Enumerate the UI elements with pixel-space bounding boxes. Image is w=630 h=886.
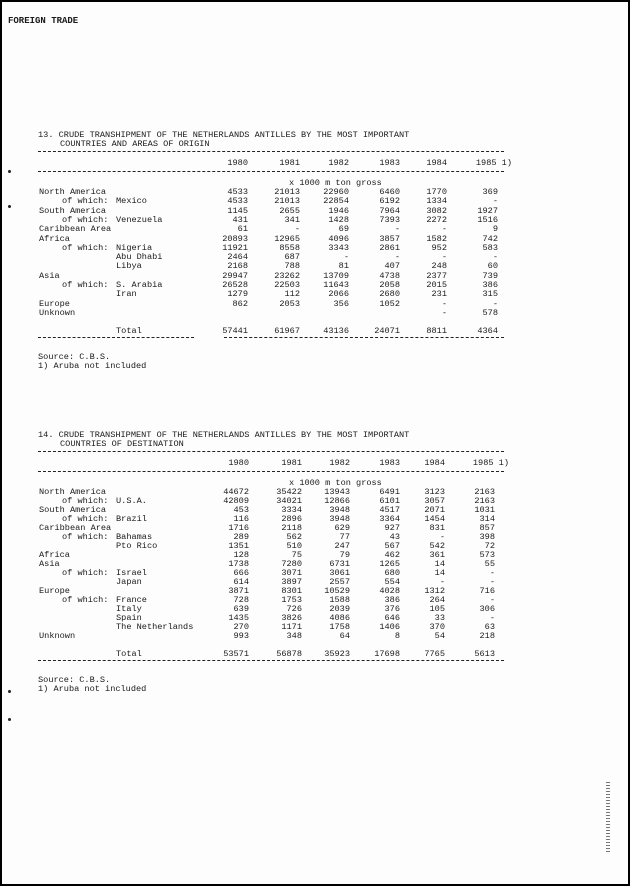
table-cell: 13943 — [324, 487, 350, 497]
table-cell: 739 — [482, 270, 498, 281]
table-cell: 646 — [384, 613, 400, 623]
table-cell: 1279 — [227, 289, 248, 300]
table-cell: 1145 — [227, 205, 248, 216]
row-label: Brazil — [116, 514, 147, 524]
table-cell: - — [343, 252, 349, 263]
row-prefix: of which: — [62, 242, 109, 253]
table-cell: 63 — [484, 622, 495, 632]
row-label: Unknown — [39, 307, 76, 318]
column-header: 1981 — [281, 458, 302, 468]
table-cell: 9 — [492, 224, 498, 235]
table-cell: 341 — [284, 214, 300, 225]
table-cell: 554 — [384, 577, 400, 587]
row-prefix: of which: — [62, 595, 109, 605]
table-cell: 6192 — [379, 196, 400, 207]
table-cell: - — [489, 613, 495, 623]
table-cell: 2861 — [379, 242, 400, 253]
table-cell: 1052 — [379, 298, 400, 309]
row-label: Libya — [116, 261, 142, 272]
row-label: Iran — [116, 289, 137, 300]
column-header: 1984 — [424, 458, 445, 468]
table-cell: 369 — [482, 187, 498, 197]
table-cell: 1588 — [329, 595, 350, 605]
table-cell: 1716 — [228, 523, 249, 533]
table-cell: 680 — [384, 568, 400, 578]
table-cell: 453 — [233, 505, 249, 515]
table-cell: 1428 — [328, 214, 349, 225]
table-cell: - — [492, 196, 498, 207]
column-header: 1982 — [328, 158, 349, 168]
table-cell: 407 — [384, 261, 400, 272]
total-cell: 24071 — [374, 326, 400, 337]
table-cell: 55 — [484, 559, 495, 569]
table-cell: 862 — [232, 298, 248, 309]
row-label: Unknown — [39, 631, 76, 641]
table-cell: 11921 — [222, 242, 248, 253]
table-cell: 2680 — [379, 289, 400, 300]
dashed-rule — [38, 471, 504, 472]
table-cell: 248 — [431, 261, 447, 272]
table-cell: 20893 — [222, 233, 248, 244]
table-cell: 22854 — [323, 196, 349, 207]
table-cell: 22503 — [274, 280, 300, 290]
table-cell: 14 — [434, 568, 445, 578]
table-cell: 3057 — [424, 496, 445, 506]
total-cell: 4364 — [477, 326, 498, 337]
column-header: 1981 — [279, 158, 300, 168]
table-cell: 270 — [233, 622, 249, 632]
table-cell: 3948 — [329, 505, 350, 515]
dashed-rule — [38, 171, 504, 172]
row-label: Caribbean Area — [39, 224, 112, 235]
row-label: Venezuela — [116, 214, 163, 225]
table-cell: 687 — [284, 252, 300, 263]
row-label: Asia — [39, 559, 60, 569]
table-cell: 993 — [233, 631, 249, 641]
table-cell: 4517 — [379, 505, 400, 515]
document-page — [2, 2, 628, 884]
table-cell: - — [294, 224, 300, 235]
column-header: 1983 — [379, 458, 400, 468]
total-cell: 5613 — [474, 649, 495, 659]
table-cell: 4533 — [227, 187, 248, 197]
total-cell: 57441 — [222, 326, 248, 337]
table-cell: 2655 — [279, 205, 300, 216]
table-cell: 2168 — [227, 261, 248, 272]
table-cell: 44672 — [223, 487, 249, 497]
table-cell: - — [441, 307, 447, 318]
table-cell: 348 — [286, 631, 302, 641]
row-label: U.S.A. — [116, 496, 147, 506]
table-cell: 8 — [394, 631, 400, 641]
table-cell: 4086 — [329, 613, 350, 623]
scan-edge-marks — [606, 782, 610, 852]
table-cell: 3123 — [424, 487, 445, 497]
table-cell: 386 — [482, 280, 498, 290]
row-label: Bahamas — [116, 532, 153, 542]
table-cell: 54 — [434, 631, 445, 641]
column-header: 1984 — [426, 158, 447, 168]
column-header: 1985 1) — [475, 158, 512, 168]
column-header: 1983 — [379, 158, 400, 168]
table-cell: 716 — [479, 586, 495, 596]
table-cell: 315 — [482, 289, 498, 300]
table-cell: 573 — [479, 550, 495, 560]
table-cell: 6731 — [329, 559, 350, 569]
table-cell: 1770 — [426, 187, 447, 197]
row-label: Caribbean Area — [39, 523, 112, 533]
dashed-rule — [38, 337, 194, 338]
table-cell: 376 — [384, 604, 400, 614]
row-label: S. Arabia — [116, 280, 163, 290]
table-cell: 562 — [286, 532, 302, 542]
table-cell: 3897 — [281, 577, 302, 587]
table-cell: 12965 — [274, 233, 300, 244]
row-label: Nigeria — [116, 242, 153, 253]
row-label: Spain — [116, 613, 142, 623]
table-title: 13. CRUDE TRANSHIPMENT OF THE NETHERLANDS ANTILLES BY THE MOST IMPORTANT — [38, 130, 410, 140]
table-cell: 314 — [479, 514, 495, 524]
table-cell: 7393 — [379, 214, 400, 225]
table-cell: 927 — [384, 523, 400, 533]
table-cell: 1738 — [228, 559, 249, 569]
row-label: The Netherlands — [116, 622, 194, 632]
row-label: Abu Dhabi — [116, 252, 163, 263]
table-cell: 23262 — [274, 270, 300, 281]
table-cell: - — [492, 252, 498, 263]
table-cell: 1758 — [329, 622, 350, 632]
table-cell: - — [394, 252, 400, 263]
table-cell: 370 — [429, 622, 445, 632]
table-title: COUNTRIES AND AREAS OF ORIGIN — [60, 139, 210, 149]
table-cell: 3857 — [379, 233, 400, 244]
table-cell: 21013 — [274, 187, 300, 197]
table-cell: 831 — [429, 523, 445, 533]
table-cell: 1516 — [477, 214, 498, 225]
total-cell: 17698 — [374, 649, 400, 659]
table-cell: 3082 — [426, 205, 447, 216]
table-cell: 3071 — [281, 568, 302, 578]
column-header: 1980 — [227, 158, 248, 168]
row-label: North America — [39, 487, 107, 497]
total-cell: 8811 — [426, 326, 447, 337]
table-cell: 398 — [479, 532, 495, 542]
table-cell: 11643 — [323, 280, 349, 290]
table-cell: 14 — [434, 559, 445, 569]
table-cell: 22960 — [323, 187, 349, 197]
row-label: France — [116, 595, 147, 605]
table-cell: 583 — [482, 242, 498, 253]
table-cell: 1265 — [379, 559, 400, 569]
table-cell: 2272 — [426, 214, 447, 225]
margin-dot — [8, 170, 11, 173]
table-cell: 112 — [284, 289, 300, 300]
table-cell: 7964 — [379, 205, 400, 216]
table-cell: 6101 — [379, 496, 400, 506]
table-cell: 218 — [479, 631, 495, 641]
table-cell: 3061 — [329, 568, 350, 578]
table-cell: - — [439, 577, 445, 587]
row-label: Pto Rico — [116, 541, 158, 551]
row-prefix: of which: — [62, 532, 109, 542]
row-label: South America — [39, 505, 107, 515]
table-cell: 2058 — [379, 280, 400, 290]
table-cell: 431 — [232, 214, 248, 225]
unit-label: x 1000 m ton gross — [289, 178, 382, 188]
row-label: Europe — [39, 298, 70, 309]
table-cell: 81 — [338, 261, 349, 272]
table-cell: 79 — [339, 550, 350, 560]
table-cell: 72 — [484, 541, 495, 551]
table-cell: 8558 — [279, 242, 300, 253]
table-cell: 542 — [429, 541, 445, 551]
table-cell: 43 — [389, 532, 400, 542]
table-cell: 462 — [384, 550, 400, 560]
table-cell: 69 — [338, 224, 349, 235]
margin-dot — [8, 205, 11, 208]
table-cell: 356 — [333, 298, 349, 309]
table-cell: - — [489, 568, 495, 578]
total-label: Total — [116, 649, 142, 659]
dashed-rule — [38, 151, 504, 152]
table-cell: 1454 — [424, 514, 445, 524]
table-cell: 42809 — [223, 496, 249, 506]
total-cell: 56878 — [276, 649, 302, 659]
dashed-rule — [38, 660, 504, 661]
column-header: 1985 1) — [472, 458, 509, 468]
total-cell: 61967 — [274, 326, 300, 337]
table-cell: 361 — [429, 550, 445, 560]
table-cell: 105 — [429, 604, 445, 614]
table-cell: 3871 — [228, 586, 249, 596]
table-cell: 1351 — [228, 541, 249, 551]
total-cell: 35923 — [324, 649, 350, 659]
row-label: Africa — [39, 233, 70, 244]
table-cell: 64 — [339, 631, 350, 641]
table-cell: 4738 — [379, 270, 400, 281]
table-cell: - — [492, 298, 498, 309]
table-cell: 3364 — [379, 514, 400, 524]
row-prefix: of which: — [62, 568, 109, 578]
row-prefix: of which: — [62, 214, 109, 225]
footnote: 1) Aruba not included — [38, 684, 147, 694]
total-label: Total — [116, 326, 142, 337]
row-label: Asia — [39, 270, 60, 281]
table-cell: 1927 — [477, 205, 498, 216]
table-cell: 231 — [431, 289, 447, 300]
unit-label: x 1000 m ton gross — [289, 478, 382, 488]
table-cell: 2163 — [474, 496, 495, 506]
table-cell: - — [441, 298, 447, 309]
source-note: Source: C.B.S. — [38, 675, 111, 685]
dashed-rule — [224, 337, 504, 338]
row-prefix: of which: — [62, 280, 109, 290]
table-cell: 13709 — [323, 270, 349, 281]
table-cell: 629 — [334, 523, 350, 533]
table-cell: 952 — [431, 242, 447, 253]
margin-dot — [8, 690, 11, 693]
table-cell: 60 — [487, 261, 498, 272]
table-cell: 6491 — [379, 487, 400, 497]
table-cell: 1312 — [424, 586, 445, 596]
table-cell: 1031 — [474, 505, 495, 515]
table-cell: 2053 — [279, 298, 300, 309]
table-cell: 21013 — [274, 196, 300, 207]
table-cell: - — [489, 595, 495, 605]
table-cell: 4028 — [379, 586, 400, 596]
table-cell: 1171 — [281, 622, 302, 632]
table-cell: 1334 — [426, 196, 447, 207]
row-label: North America — [39, 187, 107, 197]
table-cell: 26528 — [222, 280, 248, 290]
table-cell: 4533 — [227, 196, 248, 207]
row-label: Africa — [39, 550, 70, 560]
table-cell: 742 — [482, 233, 498, 244]
table-cell: 2071 — [424, 505, 445, 515]
row-label: Mexico — [116, 196, 147, 207]
table-cell: 3948 — [329, 514, 350, 524]
table-cell: 12866 — [324, 496, 350, 506]
column-header: 1982 — [329, 458, 350, 468]
table-cell: 8301 — [281, 586, 302, 596]
table-cell: 61 — [237, 224, 248, 235]
source-note: Source: C.B.S. — [38, 352, 111, 363]
table-cell: 857 — [479, 523, 495, 533]
table-cell: 2896 — [281, 514, 302, 524]
column-header: 1980 — [228, 458, 249, 468]
table-cell: 1406 — [379, 622, 400, 632]
table-cell: 4096 — [328, 233, 349, 244]
row-label: Europe — [39, 586, 70, 596]
table-cell: - — [394, 224, 400, 235]
row-prefix: of which: — [62, 196, 109, 207]
row-label: South America — [39, 205, 107, 216]
row-prefix: of which: — [62, 496, 109, 506]
table-cell: 2039 — [329, 604, 350, 614]
table-cell: 386 — [384, 595, 400, 605]
footnote: 1) Aruba not included — [38, 361, 147, 372]
table-cell: 567 — [384, 541, 400, 551]
table-cell: 2163 — [474, 487, 495, 497]
table-cell: 510 — [286, 541, 302, 551]
table-cell: - — [441, 224, 447, 235]
table-cell: 2015 — [426, 280, 447, 290]
table-cell: 116 — [233, 514, 249, 524]
table-cell: 33 — [434, 613, 445, 623]
table-cell: 2118 — [281, 523, 302, 533]
table-cell: 128 — [233, 550, 249, 560]
table-cell: 788 — [284, 261, 300, 272]
table-cell: 2557 — [329, 577, 350, 587]
table-cell: 3826 — [281, 613, 302, 623]
table-cell: 1946 — [328, 205, 349, 216]
table-cell: - — [441, 252, 447, 263]
table-cell: - — [489, 577, 495, 587]
table-cell: 77 — [339, 532, 350, 542]
table-cell: 639 — [233, 604, 249, 614]
table-cell: 1435 — [228, 613, 249, 623]
row-label: Israel — [116, 568, 147, 578]
table-cell: 10529 — [324, 586, 350, 596]
table-cell: 264 — [429, 595, 445, 605]
table-title: COUNTRIES OF DESTINATION — [60, 439, 184, 449]
row-label: Italy — [116, 604, 142, 614]
total-cell: 53571 — [223, 649, 249, 659]
table-cell: 1753 — [281, 595, 302, 605]
total-cell: 7765 — [424, 649, 445, 659]
table-cell: 2464 — [227, 252, 248, 263]
table-cell: 6460 — [379, 187, 400, 197]
table-cell: 728 — [233, 595, 249, 605]
table-cell: 2066 — [328, 289, 349, 300]
table-cell: 2377 — [426, 270, 447, 281]
table-cell: 614 — [233, 577, 249, 587]
table-cell: 666 — [233, 568, 249, 578]
row-prefix: of which: — [62, 514, 109, 524]
margin-dot — [8, 718, 11, 721]
table-cell: 34021 — [276, 496, 302, 506]
table-cell: 578 — [482, 307, 498, 318]
dashed-rule — [38, 451, 504, 452]
table-cell: 289 — [233, 532, 249, 542]
table-cell: 75 — [291, 550, 302, 560]
row-label: Japan — [116, 577, 142, 587]
table-cell: 7280 — [281, 559, 302, 569]
table-cell: 3334 — [281, 505, 302, 515]
table-cell: 726 — [286, 604, 302, 614]
total-cell: 43136 — [323, 326, 349, 337]
page-header: FOREIGN TRADE — [8, 16, 79, 26]
table-title: 14. CRUDE TRANSHIPMENT OF THE NETHERLANDS ANTILLES BY THE MOST IMPORTANT — [38, 430, 410, 440]
table-cell: 3343 — [328, 242, 349, 253]
table-cell: 247 — [334, 541, 350, 551]
table-cell: - — [439, 532, 445, 542]
table-cell: 35422 — [276, 487, 302, 497]
table-cell: 29947 — [222, 270, 248, 281]
table-cell: 1582 — [426, 233, 447, 244]
table-cell: 306 — [479, 604, 495, 614]
